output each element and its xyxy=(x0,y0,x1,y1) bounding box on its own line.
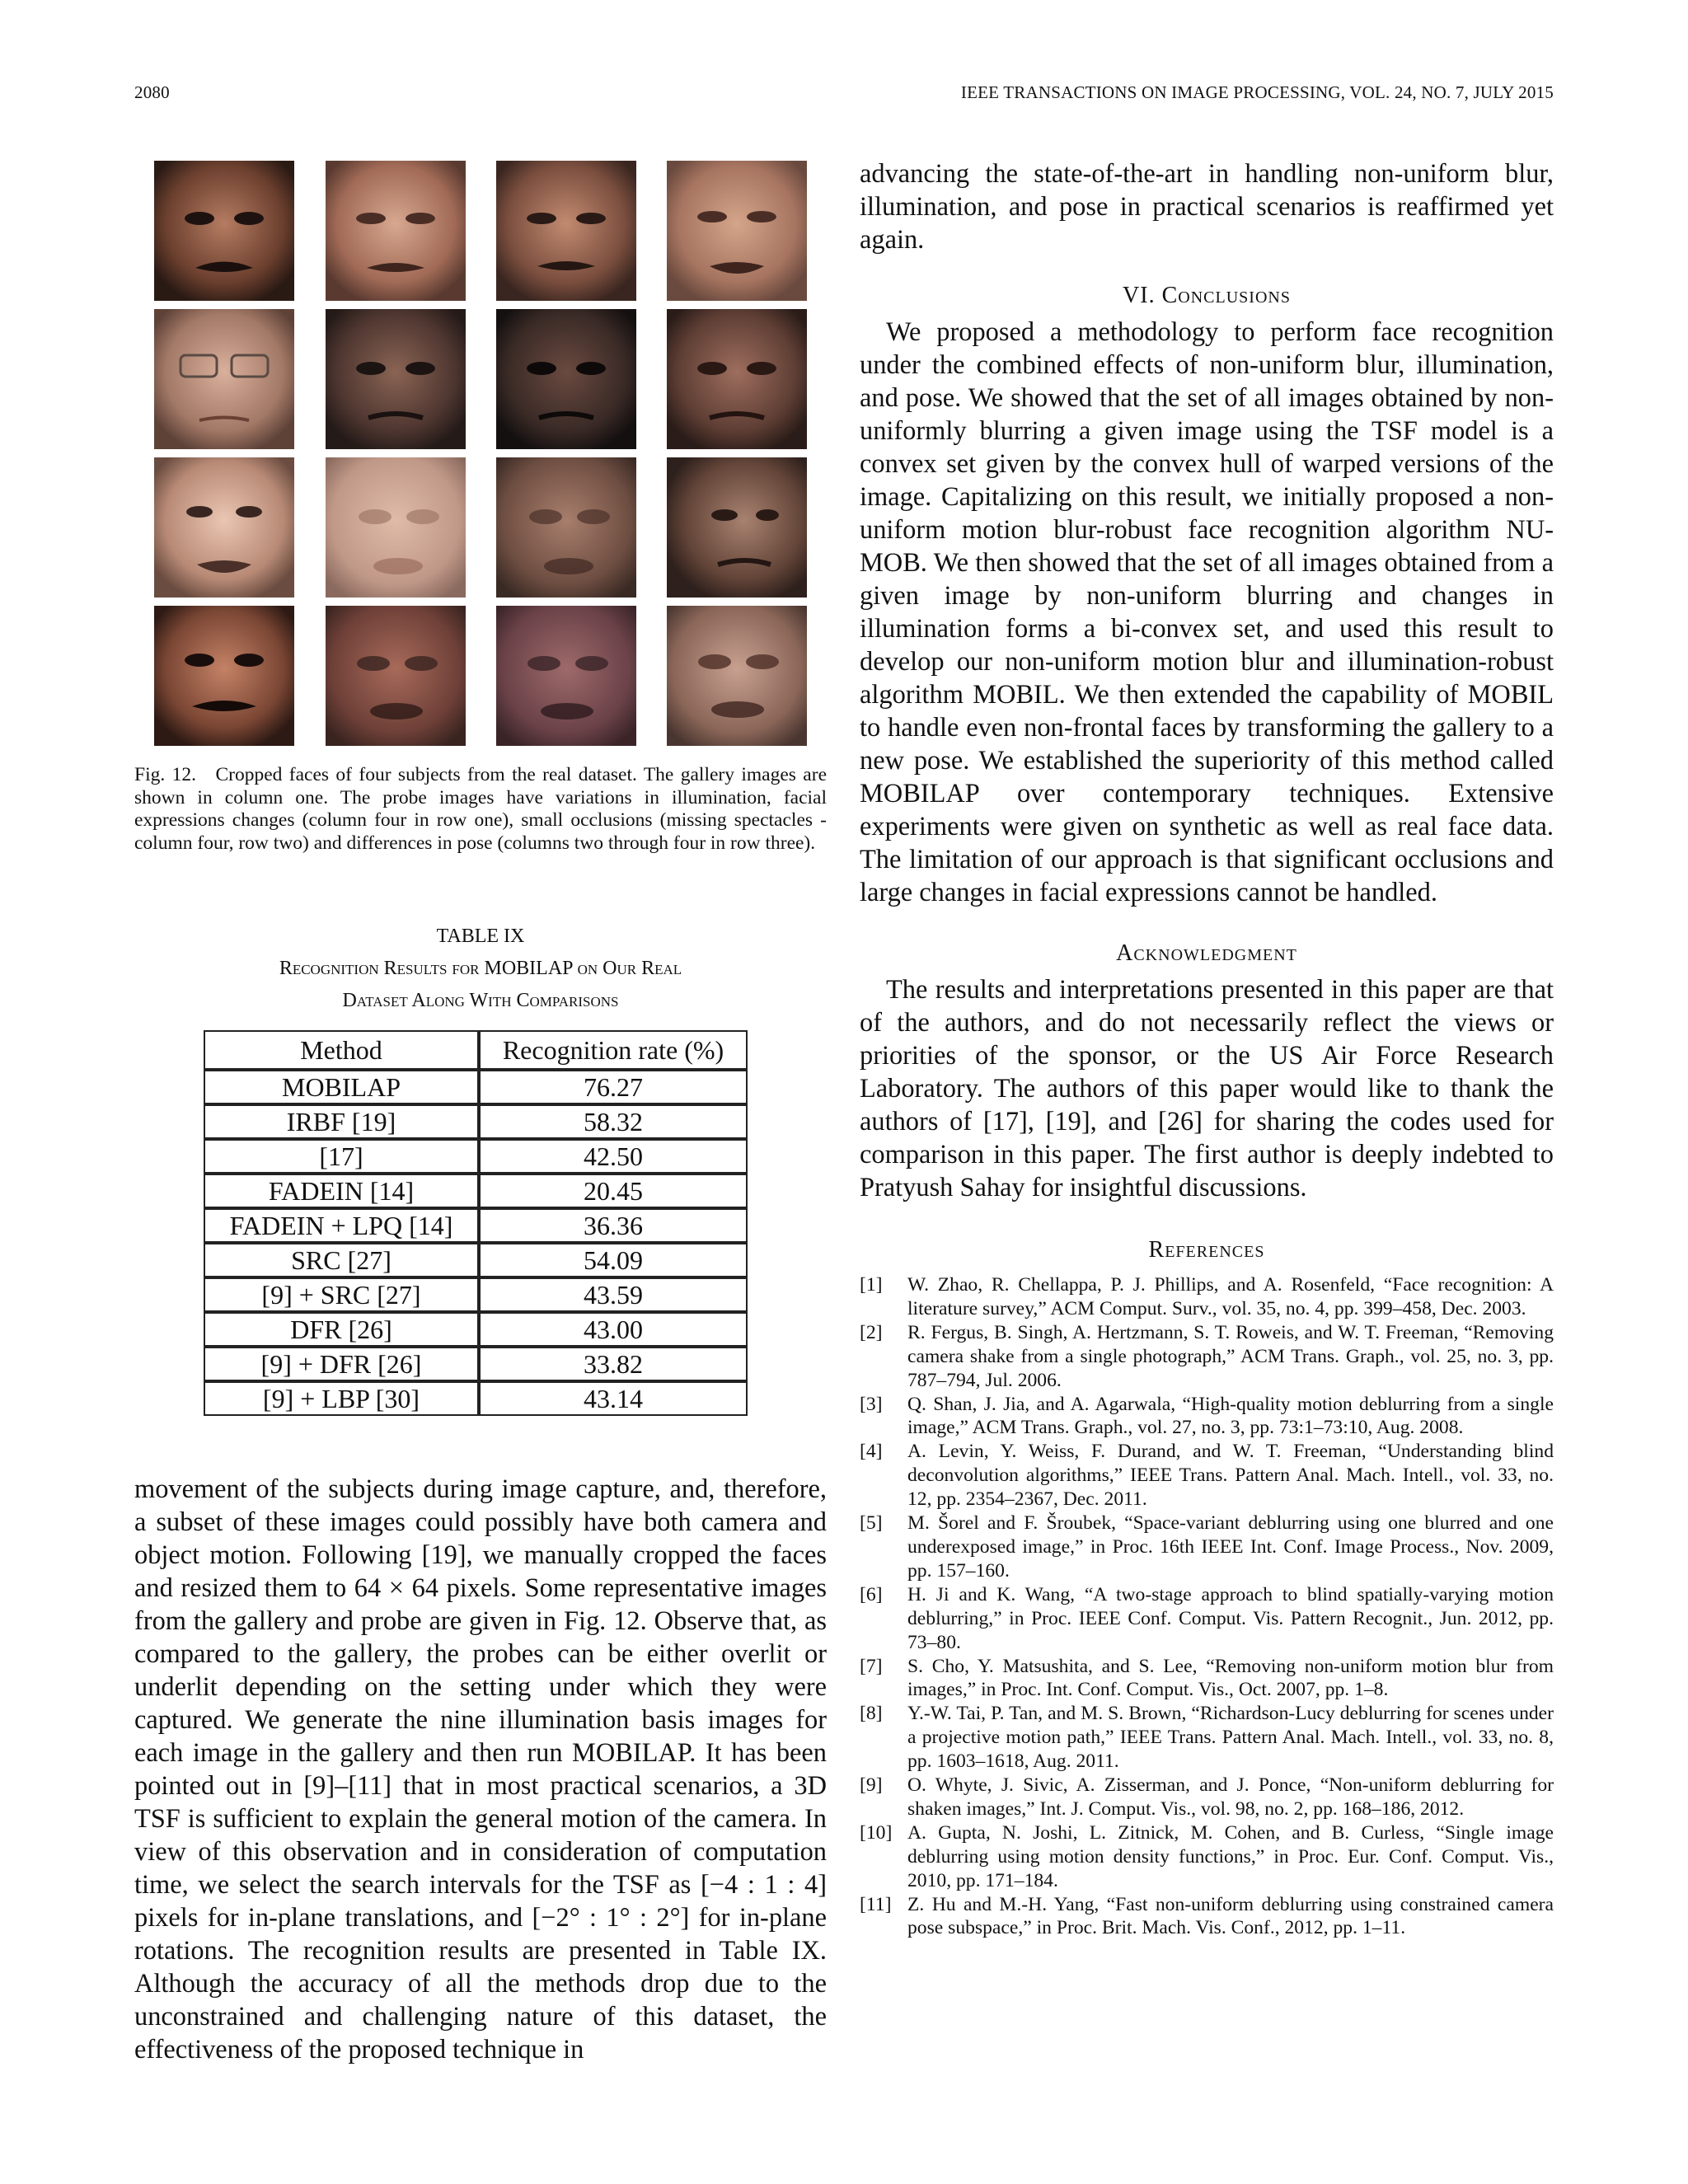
page-number: 2080 xyxy=(134,82,170,102)
column-header-rate: Recognition rate (%) xyxy=(479,1030,748,1070)
right-intro-paragraph: advancing the state-of-the-art in handling non-uniform blur, illumination, and pose in practical scenarios is reaffirmed yet again. xyxy=(860,159,1554,255)
face-image xyxy=(667,457,807,598)
face-image xyxy=(326,309,466,449)
journal-header: IEEE TRANSACTIONS ON IMAGE PROCESSING, VOL. 24, NO. 7, JULY 2015 xyxy=(960,82,1554,102)
table-row xyxy=(204,1381,748,1416)
reference-text: M. Šorel and F. Šroubek, “Space-variant deblurring using one blurred and one underexposed image,” in Proc. 16th IEEE Int. Conf. Image Process., Nov. 2009, pp. 157–160. xyxy=(907,1512,1554,1582)
rate-cell: 43.59 xyxy=(479,1277,748,1312)
rate-cell: 43.14 xyxy=(479,1381,748,1416)
rate-cell: 33.82 xyxy=(479,1347,748,1381)
reference-item xyxy=(860,1583,1554,1655)
reference-number: [4] xyxy=(860,1441,883,1463)
reference-item xyxy=(860,1821,1554,1893)
reference-number: [7] xyxy=(860,1655,883,1677)
rate-cell: 42.50 xyxy=(479,1139,748,1174)
reference-item xyxy=(860,1774,1554,1821)
rate-cell: 20.45 xyxy=(479,1174,748,1208)
table-row xyxy=(204,1070,748,1104)
method-cell: MOBILAP xyxy=(204,1070,479,1104)
reference-text: R. Fergus, B. Singh, A. Hertzmann, S. T. Roweis, and W. T. Freeman, “Removing camera shake from a single photograph,” ACM Trans. Graph., vol. 25, no. 3, pp. 787–794, Jul. 2006. xyxy=(907,1321,1554,1391)
reference-text: A. Levin, Y. Weiss, F. Durand, and W. T. Freeman, “Understanding blind deconvolution algorithms,” IEEE Trans. Pattern Anal. Mach. Intell., vol. 33, no. 12, pp. 2354–2367, Dec. 2011. xyxy=(907,1441,1554,1511)
table-row xyxy=(204,1243,748,1277)
method-cell: FADEIN + LPQ [14] xyxy=(204,1208,479,1243)
method-cell: FADEIN [14] xyxy=(204,1174,479,1208)
table-row xyxy=(204,1277,748,1312)
reference-text: Q. Shan, J. Jia, and A. Agarwala, “High-quality motion deblurring from a single image,” ACM Trans. Graph., vol. 27, no. 3, pp. 73:1–73:10, Aug. 2008. xyxy=(907,1393,1554,1439)
acknowledgment-paragraph: The results and interpretations presented in this paper are that of the authors, and do not necessarily reflect the views or priorities of the sponsor, or the US Air Force Research Laboratory. The authors of this paper would like to thank the authors of [17], [19], and [26] for sharing the codes used for comparison in this paper. The first author is deeply indebted to Pratyush Sahay for insightful discussions. xyxy=(860,975,1554,1202)
reference-number: [5] xyxy=(860,1512,883,1535)
table-title-line1: Recognition Results for MOBILAP on Our Real xyxy=(279,958,682,979)
face-image xyxy=(496,606,636,746)
reference-item xyxy=(860,1511,1554,1583)
rate-cell: 36.36 xyxy=(479,1208,748,1243)
reference-text: O. Whyte, J. Sivic, A. Zisserman, and J. Ponce, “Non-uniform deblurring for shaken images,” Int. J. Comput. Vis., vol. 98, no. 2, pp. 168–186, 2012. xyxy=(907,1774,1554,1820)
face-image xyxy=(667,309,807,449)
method-cell: SRC [27] xyxy=(204,1243,479,1277)
face-image xyxy=(326,457,466,598)
reference-number: [9] xyxy=(860,1774,883,1797)
reference-number: [3] xyxy=(860,1393,883,1415)
reference-item xyxy=(860,1702,1554,1774)
reference-text: A. Gupta, N. Joshi, L. Zitnick, M. Cohen, and B. Curless, “Single image deblurring using motion density functions,” in Proc. Eur. Conf. Comput. Vis., 2010, pp. 171–184. xyxy=(907,1821,1554,1891)
left-body-paragraph: movement of the subjects during image capture, and, therefore, a subset of these images could possibly have both camera and object motion. Following [19], we manually cropped the faces and resized them to 64 × 64 pixels. Some representative images from the gallery and probe are given in Fig. 12. Observe that, as compared to the gallery, the probes can be either overlit or underlit depending on the setting under which they were captured. We generate the nine illumination basis images for each image in the gallery and then run MOBILAP. It has been pointed out in [9]–[11] that in most practical scenarios, a 3D TSF is sufficient to explain the general motion of the camera. In view of this observation and in consideration of computation time, we select the search intervals for the TSF as [−4 : 1 : 4] pixels for in-plane translations, and [−2° : 1° : 2°] for in-plane rotations. The recognition results are presented in Table IX. Although the accuracy of all the methods drop due to the unconstrained and challenging nature of this dataset, the effectiveness of the proposed technique in xyxy=(134,1474,827,2064)
table-row xyxy=(204,1174,748,1208)
method-cell: [17] xyxy=(204,1139,479,1174)
reference-item xyxy=(860,1893,1554,1941)
face-image xyxy=(154,457,294,598)
reference-item xyxy=(860,1393,1554,1441)
reference-item xyxy=(860,1655,1554,1703)
face-image xyxy=(154,309,294,449)
reference-number: [8] xyxy=(860,1703,883,1725)
method-cell: IRBF [19] xyxy=(204,1104,479,1139)
reference-text: W. Zhao, R. Chellappa, P. J. Phillips, and A. Rosenfeld, “Face recognition: A literature survey,” ACM Comput. Surv., vol. 35, no. 4, pp. 399–458, Dec. 2003. xyxy=(907,1274,1554,1319)
reference-number: [11] xyxy=(860,1893,892,1915)
reference-number: [6] xyxy=(860,1583,883,1605)
rate-cell: 54.09 xyxy=(479,1243,748,1277)
figure-face-grid xyxy=(154,161,800,746)
reference-number: [10] xyxy=(860,1821,893,1844)
table-title-line2: Dataset Along With Comparisons xyxy=(342,990,619,1011)
reference-item xyxy=(860,1273,1554,1321)
face-image xyxy=(667,161,807,301)
face-image xyxy=(326,161,466,301)
table-number: TABLE IX xyxy=(436,926,525,947)
method-cell: [9] + SRC [27] xyxy=(204,1277,479,1312)
reference-number: [1] xyxy=(860,1274,883,1296)
reference-text: H. Ji and K. Wang, “A two-stage approach to blind spatially-varying motion deblurring,” in Proc. IEEE Conf. Comput. Vis. Pattern Recognit., Jun. 2012, pp. 73–80. xyxy=(907,1583,1554,1653)
method-cell: DFR [26] xyxy=(204,1312,479,1347)
conclusions-paragraph: We proposed a methodology to perform face recognition under the combined effects of non-uniform blur, illumination, and pose. We showed that the set of all images obtained by non-uniformly blurring a given image using the TSF model is a convex set given by the convex hull of warped versions of the image. Capitalizing on this result, we initially proposed a non-uniform motion blur-robust face recognition algorithm NU-MOB. We then showed that the set of all images obtained from a given image by non-uniform blurring and changes in illumination forms a bi-convex set, and used this result to develop our non-uniform motion blur and illumination-robust algorithm MOBIL. We then extended the capability of MOBIL to handle even non-frontal faces by transforming the gallery to a new pose. We established the superiority of this method called MOBILAP over contemporary techniques. Extensive experiments were given on synthetic as well as real face data. The limitation of our approach is that significant occlusions and large changes in facial expressions cannot be handled. xyxy=(860,317,1554,907)
column-header-method: Method xyxy=(204,1030,479,1070)
face-image xyxy=(496,457,636,598)
results-table xyxy=(204,1030,748,1416)
conclusions-heading: VI. Conclusions xyxy=(1123,283,1291,308)
rate-cell: 43.00 xyxy=(479,1312,748,1347)
rate-cell: 58.32 xyxy=(479,1104,748,1139)
reference-text: Z. Hu and M.-H. Yang, “Fast non-uniform deblurring using constrained camera pose subspace,” in Proc. Brit. Mach. Vis. Conf., 2012, pp. 1–11. xyxy=(907,1893,1554,1939)
face-image xyxy=(154,161,294,301)
reference-text: S. Cho, Y. Matsushita, and S. Lee, “Removing non-uniform motion blur from images,” in Proc. Int. Conf. Comput. Vis., Oct. 2007, pp. 1–8. xyxy=(907,1655,1554,1701)
table-row xyxy=(204,1312,748,1347)
reference-item xyxy=(860,1440,1554,1511)
reference-item xyxy=(860,1321,1554,1393)
figure-caption: Fig. 12. Cropped faces of four subjects from the real dataset. The gallery images are shown in column one. The probe images have variations in illumination, facial expressions changes (column four in row one), small occlusions (missing spectacles - column four, row two) and differences in pose (columns two through four in row three). xyxy=(134,764,827,854)
table-header-row xyxy=(204,1030,748,1070)
table-row xyxy=(204,1139,748,1174)
face-image xyxy=(154,606,294,746)
acknowledgment-heading: Acknowledgment xyxy=(1116,940,1297,966)
table-row xyxy=(204,1347,748,1381)
table-row xyxy=(204,1104,748,1139)
method-cell: [9] + LBP [30] xyxy=(204,1381,479,1416)
references-list xyxy=(860,1273,1554,1940)
references-heading: References xyxy=(1148,1237,1265,1263)
method-cell: [9] + DFR [26] xyxy=(204,1347,479,1381)
table-row xyxy=(204,1208,748,1243)
reference-text: Y.-W. Tai, P. Tan, and M. S. Brown, “Richardson-Lucy deblurring for scenes under a projective motion path,” IEEE Trans. Pattern Anal. Mach. Intell., vol. 33, no. 8, pp. 1603–1618, Aug. 2011. xyxy=(907,1703,1554,1773)
face-image xyxy=(667,606,807,746)
reference-number: [2] xyxy=(860,1321,883,1343)
rate-cell: 76.27 xyxy=(479,1070,748,1104)
face-image xyxy=(496,161,636,301)
face-image xyxy=(326,606,466,746)
face-image xyxy=(496,309,636,449)
